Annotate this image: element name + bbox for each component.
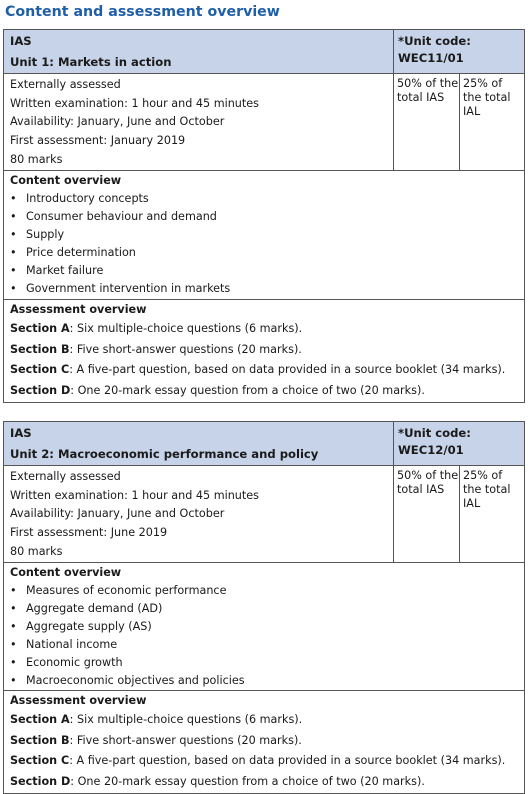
ias-percentage: 50% of the total IAS bbox=[394, 466, 460, 563]
content-overview bbox=[4, 563, 525, 691]
assessment-section bbox=[10, 319, 524, 340]
ias-percentage: 50% of the total IAS bbox=[394, 74, 460, 171]
section-label: Section C bbox=[10, 363, 70, 377]
info-line: Availability: January, June and October bbox=[10, 507, 225, 521]
unit-header bbox=[4, 422, 394, 466]
assessment-heading: Assessment overview bbox=[10, 303, 147, 316]
info-line: First assessment: January 2019 bbox=[10, 134, 186, 148]
content-heading: Content overview bbox=[10, 174, 122, 187]
topic-item: • National income bbox=[10, 636, 524, 654]
page-title: Content and assessment overview bbox=[5, 4, 280, 20]
unit-2-table bbox=[3, 421, 525, 794]
section-text: : A five-part question, based on data provided in a source booklet (34 marks). bbox=[69, 754, 506, 768]
section-text: : Six multiple-choice questions (6 marks). bbox=[69, 713, 303, 726]
unit-code-cell bbox=[394, 422, 525, 466]
info-line: Externally assessed bbox=[10, 78, 121, 91]
section-label: Section A bbox=[10, 713, 70, 726]
info-cell bbox=[4, 466, 394, 563]
section-label: Section A bbox=[10, 322, 70, 335]
topic-item: • Supply bbox=[10, 226, 524, 244]
section-text: : Five short-answer questions (20 marks). bbox=[69, 733, 302, 747]
ial-percentage: 25% of the total IAL bbox=[460, 466, 525, 563]
topic-item: • Aggregate supply (AS) bbox=[10, 618, 524, 636]
assessment-section bbox=[10, 772, 524, 793]
section-label: Section B bbox=[10, 342, 70, 356]
info-line: Externally assessed bbox=[10, 470, 121, 483]
topic-item: • Measures of economic performance bbox=[10, 582, 524, 600]
topic-item: • Government intervention in markets bbox=[10, 280, 524, 298]
assessment-section bbox=[10, 710, 524, 731]
unit-title: Unit 1: Markets in action bbox=[10, 55, 172, 69]
info-line: Availability: January, June and October bbox=[10, 115, 225, 129]
unit-code-label: *Unit code: bbox=[398, 34, 471, 48]
unit-code-cell bbox=[394, 30, 525, 74]
section-text: : A five-part question, based on data provided in a source booklet (34 marks). bbox=[69, 363, 506, 377]
level-label: IAS bbox=[10, 426, 32, 440]
info-line: Written examination: 1 hour and 45 minutes bbox=[10, 96, 259, 110]
assessment-section bbox=[10, 751, 524, 772]
unit-code: WEC12/01 bbox=[398, 443, 464, 457]
info-line: First assessment: June 2019 bbox=[10, 526, 168, 540]
section-label: Section C bbox=[10, 754, 70, 768]
info-line: 80 marks bbox=[10, 152, 63, 166]
unit-1-table bbox=[3, 29, 525, 403]
topic-item: • Macroeconomic objectives and policies bbox=[10, 672, 524, 690]
unit-title: Unit 2: Macroeconomic performance and policy bbox=[10, 447, 319, 461]
assessment-section bbox=[10, 731, 524, 752]
assessment-overview bbox=[4, 691, 525, 794]
assessment-section bbox=[10, 360, 524, 381]
assessment-heading: Assessment overview bbox=[10, 694, 147, 707]
info-cell bbox=[4, 74, 394, 171]
section-label: Section D bbox=[10, 775, 71, 789]
info-line: Written examination: 1 hour and 45 minutes bbox=[10, 488, 259, 502]
topic-item: • Consumer behaviour and demand bbox=[10, 208, 524, 226]
section-label: Section B bbox=[10, 733, 70, 747]
section-text: : Five short-answer questions (20 marks). bbox=[69, 342, 302, 356]
topic-item: • Market failure bbox=[10, 262, 524, 280]
section-label: Section D bbox=[10, 384, 71, 398]
topic-item: • Aggregate demand (AD) bbox=[10, 600, 524, 618]
ial-percentage: 25% of the total IAL bbox=[460, 74, 525, 171]
content-overview bbox=[4, 171, 525, 300]
topic-item: • Economic growth bbox=[10, 654, 524, 672]
topic-item: • Introductory concepts bbox=[10, 190, 524, 208]
content-heading: Content overview bbox=[10, 566, 122, 579]
topic-item: • Price determination bbox=[10, 244, 524, 262]
level-label: IAS bbox=[10, 34, 32, 48]
assessment-section bbox=[10, 340, 524, 361]
unit-header bbox=[4, 30, 394, 74]
section-text: : One 20-mark essay question from a choice of two (20 marks). bbox=[70, 384, 425, 398]
section-text: : Six multiple-choice questions (6 marks). bbox=[69, 322, 303, 335]
info-line: 80 marks bbox=[10, 544, 63, 558]
section-text: : One 20-mark essay question from a choice of two (20 marks). bbox=[70, 775, 425, 789]
unit-code: WEC11/01 bbox=[398, 51, 464, 65]
assessment-section bbox=[10, 381, 524, 402]
assessment-overview bbox=[4, 300, 525, 403]
unit-code-label: *Unit code: bbox=[398, 426, 471, 440]
